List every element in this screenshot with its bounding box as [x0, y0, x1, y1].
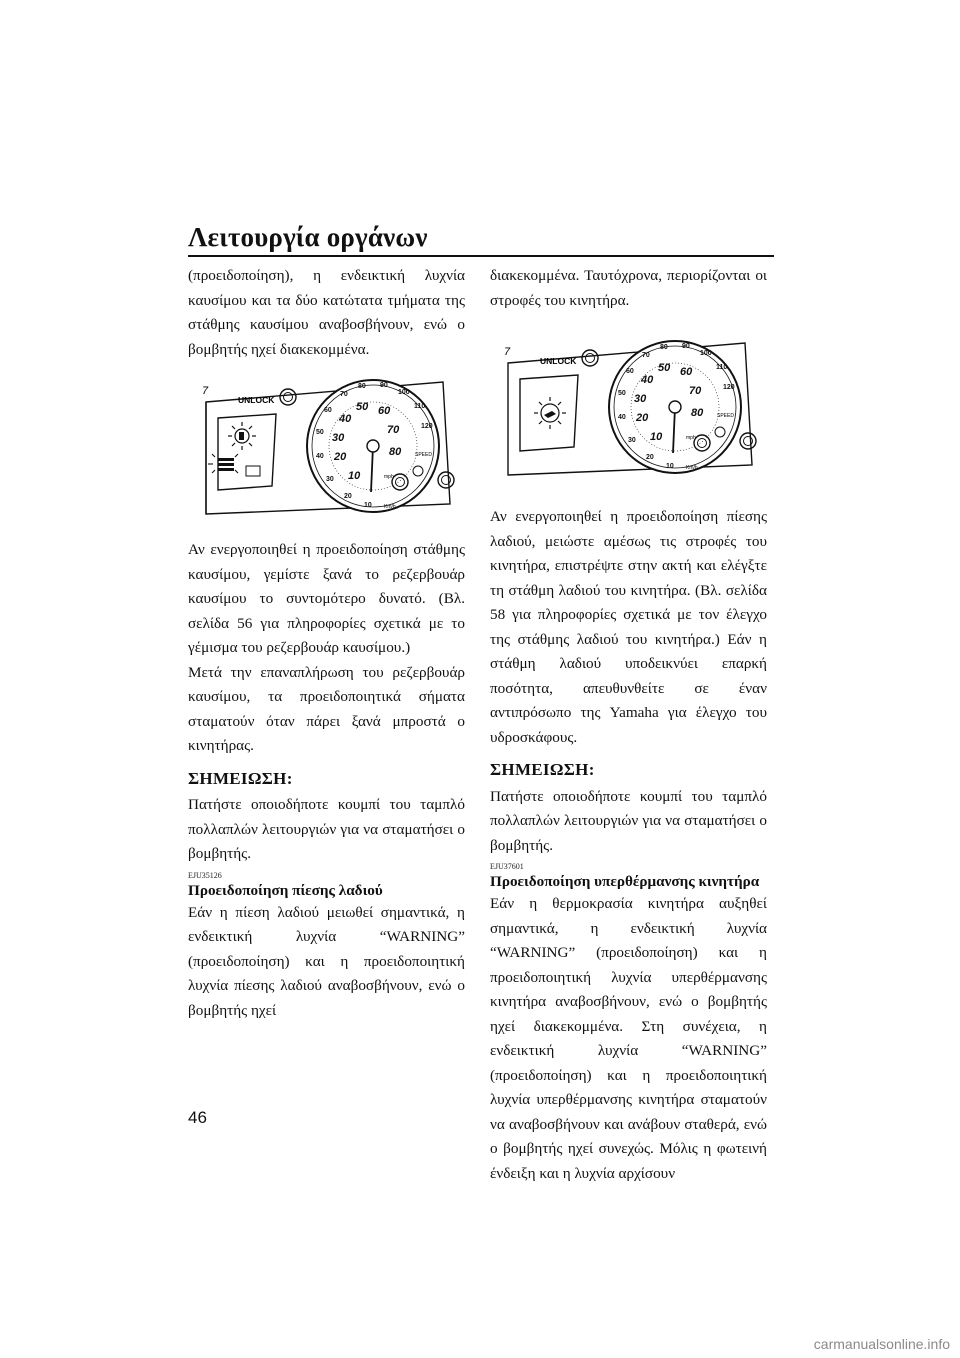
mph-tick: 80 — [389, 446, 402, 458]
oil-pressure-paragraph: Εάν η πίεση λαδιού μειωθεί σημαντικά, η ενδεικτική λυχνία “WARNING” (προειδοποίηση) και η προειδοποιητική λυχνία πίεσης λαδιού αναβοσβήνουν, ενώ ο βομβητής ηχεί — [188, 903, 465, 1019]
mph-tick: 10 — [650, 431, 663, 443]
intro-paragraph: (προειδοποίηση), η ενδεικτική λυχνία καυσίμου και τα δύο κατώτατα τμήματα της στάθμης καυσίμου αναβοσβήνουν, ενώ ο βομβητής ηχεί διακεκομμένα. — [188, 267, 465, 358]
kmh-tick: 40 — [316, 453, 324, 460]
kmh-tick: 70 — [642, 352, 650, 359]
note-text: Πατήστε οποιοδήποτε κουμπί του ταμπλό πολλαπλών λειτουργιών για να σταματήσει ο βομβητής. — [490, 787, 767, 854]
unit-kmh: Km/h — [384, 504, 396, 510]
mph-tick: 30 — [634, 393, 647, 405]
kmh-tick: 60 — [324, 407, 332, 414]
kmh-tick: 110 — [716, 364, 728, 371]
section-code: EJU35126 — [188, 870, 222, 880]
mph-tick: 20 — [636, 412, 649, 424]
kmh-tick: 60 — [626, 368, 634, 375]
speedometer-gauge — [609, 341, 741, 473]
fuel-warning-paragraph: Αν ενεργοποιηθεί η προειδοποίηση στάθμης καυσίμου, γεμίστε ξανά το ρεζερβουάρ καυσίμου το συντομότερο δυνατό. (Βλ. σελίδα 56 για πληροφορίες σχετικά με το γέμισμα του ρεζερβουάρ καυσίμου.) — [188, 541, 465, 656]
continuation-paragraph: διακεκομμένα. Ταυτόχρονα, περιορίζονται οι στροφές του κινητήρα. — [490, 267, 767, 309]
mph-tick: 40 — [641, 374, 654, 386]
mph-tick: 80 — [691, 407, 704, 419]
left-column — [188, 264, 465, 1023]
kmh-tick: 30 — [326, 476, 334, 483]
page-number: 46 — [188, 1108, 207, 1127]
figure-ref-mark: 7 — [202, 385, 209, 397]
kmh-tick: 90 — [380, 382, 388, 389]
oil-pressure-figure — [490, 335, 767, 485]
mph-tick: 70 — [387, 424, 400, 436]
note-text: Πατήστε οποιοδήποτε κουμπί του ταμπλό πολλαπλών λειτουργιών για να σταματήσει ο βομβητής. — [188, 796, 465, 862]
figure-ref-mark: 7 — [504, 346, 511, 358]
kmh-tick: 120 — [421, 423, 433, 430]
mph-tick: 40 — [339, 413, 352, 425]
kmh-tick: 80 — [358, 383, 366, 390]
mph-tick: 50 — [356, 401, 369, 413]
kmh-tick: 50 — [316, 429, 324, 436]
overheat-paragraph: Εάν η θερμοκρασία κινητήρα αυξηθεί σημαντικά, η ενδεικτική λυχνία “WARNING” (προειδοποίηση) και η προειδοποιητική λυχνία υπερθέρμανσης κινητήρα αναβοσβήνουν, ενώ ο βομβητής ηχεί διακεκομμένα. Στη συνέχεια, η ενδεικτική λυχνία “WARNING” (προειδοποίηση) και η προειδοποιητική λυχνία υπερθέρμανσης κινητήρα σταματούν να αναβοσβήνουν και ανάβουν σταθερά, ενώ ο βομβητής ηχεί συνεχώς. Μόλις η φωτεινή ένδειξη και η λυχνία αρχίσουν — [490, 895, 767, 1182]
mph-tick: 30 — [332, 432, 345, 444]
fuel-refill-paragraph: Μετά την επαναπλήρωση του ρεζερβουάρ καυσίμου, τα προειδοποιητικά σήματα σταματούν όταν πάρει ξανά μπροστά ο κινητήρας. — [188, 663, 465, 754]
mph-tick: 60 — [680, 366, 693, 378]
mph-tick: 70 — [689, 385, 702, 397]
note-title: ΣΗΜΕΙΩΣΗ: — [188, 768, 293, 788]
kmh-tick: 100 — [700, 350, 712, 357]
speedometer-gauge — [307, 380, 439, 512]
mph-tick: 10 — [348, 470, 361, 482]
unit-kmh: Km/h — [686, 465, 698, 471]
overheat-heading: Προειδοποίηση υπερθέρμανσης κινητήρα — [490, 873, 760, 890]
fuel-warning-figure — [188, 374, 465, 524]
kmh-tick: 80 — [660, 344, 668, 351]
kmh-tick: 20 — [344, 493, 352, 500]
unit-mph: mph — [384, 474, 394, 480]
unlock-label: UNLOCK — [238, 395, 275, 405]
kmh-tick: 70 — [340, 391, 348, 398]
right-column — [490, 264, 767, 1186]
kmh-tick: 20 — [646, 454, 654, 461]
kmh-tick: 90 — [682, 343, 690, 350]
speed-label: SPEED — [717, 413, 734, 419]
mph-tick: 60 — [378, 405, 391, 417]
header-rule — [188, 255, 774, 257]
speed-label: SPEED — [415, 452, 432, 458]
kmh-tick: 120 — [723, 384, 735, 391]
kmh-tick: 40 — [618, 414, 626, 421]
kmh-tick: 10 — [666, 463, 674, 470]
oil-pressure-heading: Προειδοποίηση πίεσης λαδιού — [188, 881, 383, 899]
kmh-tick: 30 — [628, 437, 636, 444]
watermark-link[interactable]: carmanualsonline.info — [813, 1336, 950, 1352]
oil-warning-paragraph: Αν ενεργοποιηθεί η προειδοποίηση πίεσης λαδιού, μειώστε αμέσως τις στροφές του κινητήρα, επιστρέψτε στην ακτή και ελέγξτε τη στάθμη λαδιού του κινητήρα. (Βλ. σελίδα 58 για πληροφορίες σχετικά με τον έλεγχο της στάθμης λαδιού του κινητήρα.) Εάν η στάθμη λαδιού υποδεικνύει επαρκή ποσότητα, απευθυνθείτε σε έναν αντιπρόσωπο της Yamaha για έλεγχο του υδροσκάφους. — [490, 508, 767, 746]
kmh-tick: 50 — [618, 390, 626, 397]
kmh-tick: 10 — [364, 502, 372, 509]
unlock-label: UNLOCK — [540, 356, 577, 366]
unit-mph: mph — [686, 435, 696, 441]
kmh-tick: 100 — [398, 389, 410, 396]
page-title: Λειτουργία οργάνων — [188, 222, 428, 252]
mph-tick: 50 — [658, 362, 671, 374]
section-code: EJU37601 — [490, 862, 524, 871]
note-title: ΣΗΜΕΙΩΣΗ: — [490, 760, 595, 779]
mph-tick: 20 — [334, 451, 347, 463]
kmh-tick: 110 — [414, 403, 426, 410]
